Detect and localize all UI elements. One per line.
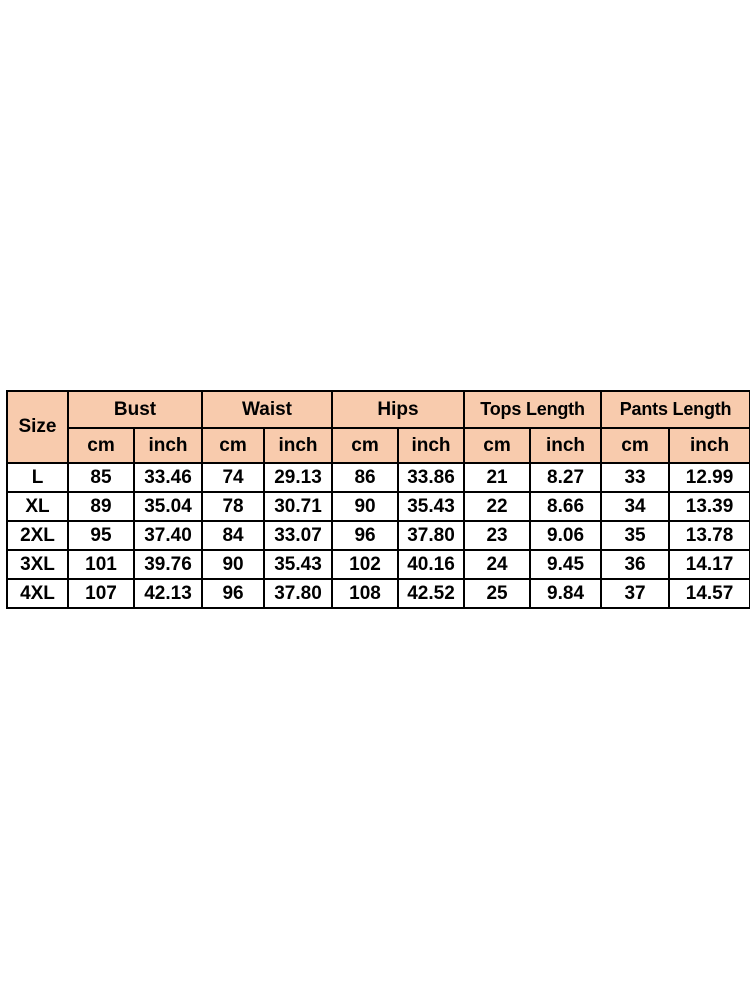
size-cell: 3XL: [7, 550, 68, 579]
unit-header: inch: [530, 428, 601, 463]
measurement-cell: 35: [601, 521, 669, 550]
measurement-cell: 9.84: [530, 579, 601, 608]
measurement-cell: 85: [68, 463, 134, 492]
measurement-cell: 84: [202, 521, 264, 550]
measurement-cell: 35.43: [264, 550, 332, 579]
unit-header: cm: [202, 428, 264, 463]
measurement-cell: 12.99: [669, 463, 750, 492]
measurement-cell: 95: [68, 521, 134, 550]
table-row: [7, 521, 750, 550]
measurement-cell: 42.13: [134, 579, 202, 608]
measurement-cell: 108: [332, 579, 398, 608]
measurement-cell: 9.45: [530, 550, 601, 579]
measurement-cell: 42.52: [398, 579, 464, 608]
measurement-cell: 40.16: [398, 550, 464, 579]
unit-header: cm: [601, 428, 669, 463]
measurement-cell: 37: [601, 579, 669, 608]
measurement-cell: 13.39: [669, 492, 750, 521]
measurement-cell: 96: [202, 579, 264, 608]
measurement-cell: 24: [464, 550, 530, 579]
measurement-cell: 30.71: [264, 492, 332, 521]
size-column-header: Size: [7, 391, 68, 463]
table-row: [7, 579, 750, 608]
measurement-cell: 86: [332, 463, 398, 492]
size-chart-table: [6, 390, 750, 609]
measurement-cell: 107: [68, 579, 134, 608]
unit-header: inch: [134, 428, 202, 463]
header-group-row: [7, 391, 750, 428]
measurement-cell: 33: [601, 463, 669, 492]
measurement-cell: 21: [464, 463, 530, 492]
size-cell: 2XL: [7, 521, 68, 550]
pants-length-header: Pants Length: [601, 391, 750, 428]
size-cell: XL: [7, 492, 68, 521]
bust-header: Bust: [68, 391, 202, 428]
measurement-cell: 23: [464, 521, 530, 550]
unit-header: cm: [464, 428, 530, 463]
measurement-cell: 90: [202, 550, 264, 579]
measurement-cell: 36: [601, 550, 669, 579]
measurement-cell: 74: [202, 463, 264, 492]
waist-header: Waist: [202, 391, 332, 428]
measurement-cell: 96: [332, 521, 398, 550]
size-cell: L: [7, 463, 68, 492]
unit-header: inch: [669, 428, 750, 463]
hips-header: Hips: [332, 391, 464, 428]
measurement-cell: 37.40: [134, 521, 202, 550]
measurement-cell: 33.86: [398, 463, 464, 492]
size-cell: 4XL: [7, 579, 68, 608]
measurement-cell: 34: [601, 492, 669, 521]
measurement-cell: 9.06: [530, 521, 601, 550]
unit-header: cm: [332, 428, 398, 463]
measurement-cell: 14.57: [669, 579, 750, 608]
table-row: [7, 463, 750, 492]
measurement-cell: 29.13: [264, 463, 332, 492]
measurement-cell: 22: [464, 492, 530, 521]
measurement-cell: 90: [332, 492, 398, 521]
measurement-cell: 35.04: [134, 492, 202, 521]
measurement-cell: 78: [202, 492, 264, 521]
table-header: [7, 391, 750, 463]
measurement-cell: 33.46: [134, 463, 202, 492]
measurement-cell: 13.78: [669, 521, 750, 550]
measurement-cell: 33.07: [264, 521, 332, 550]
measurement-cell: 14.17: [669, 550, 750, 579]
measurement-cell: 8.27: [530, 463, 601, 492]
measurement-cell: 8.66: [530, 492, 601, 521]
measurement-cell: 89: [68, 492, 134, 521]
unit-header: inch: [264, 428, 332, 463]
measurement-cell: 101: [68, 550, 134, 579]
header-unit-row: [7, 428, 750, 463]
table-row: [7, 492, 750, 521]
unit-header: cm: [68, 428, 134, 463]
measurement-cell: 39.76: [134, 550, 202, 579]
unit-header: inch: [398, 428, 464, 463]
measurement-cell: 37.80: [398, 521, 464, 550]
tops-length-header: Tops Length: [464, 391, 601, 428]
measurement-cell: 35.43: [398, 492, 464, 521]
table-body: [7, 463, 750, 608]
measurement-cell: 37.80: [264, 579, 332, 608]
table-row: [7, 550, 750, 579]
measurement-cell: 25: [464, 579, 530, 608]
measurement-cell: 102: [332, 550, 398, 579]
